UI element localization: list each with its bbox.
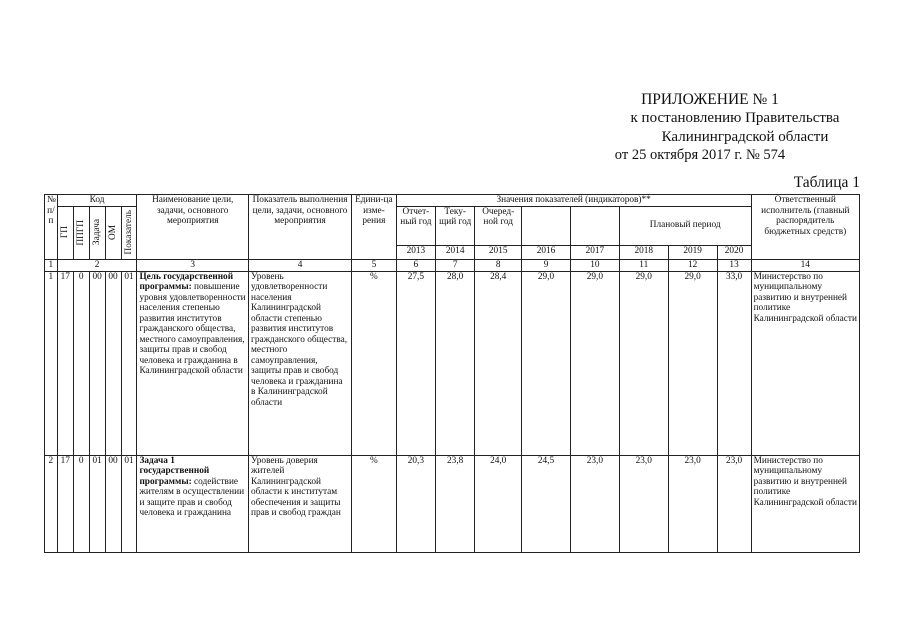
- col-executor: Ответственный исполнитель (главный распорядитель бюджетных средств): [751, 195, 859, 260]
- task-title: Задача 1 государственной программы:: [139, 455, 210, 487]
- appendix-subtitle: к постановлению Правительства: [630, 110, 840, 126]
- col-current-year: Теку-щий год: [436, 206, 475, 245]
- year-cell: 2019: [668, 245, 717, 259]
- indicator-text: Уровень доверия жителей Калининградской области к институтам обеспечения и защиты прав и свобод граждан: [249, 455, 352, 552]
- indicator-text: Уровень удовлетворенности населения Калининградской области степенью развития институтов гражданского общества, местного самоуправления, защиты прав и свобод человека и гражданина в Калининградской области: [249, 271, 352, 455]
- column-numbers-row: 1 2 3 4 5 6 7 8 9 10 11 12 13 14: [45, 259, 860, 271]
- goal-title: Цель государственной программы:: [139, 271, 234, 292]
- table-label: Таблица 1: [793, 174, 860, 191]
- appendix-region: Калининградской области: [661, 129, 829, 145]
- executor-text: Министерство по муниципальному развитию и внутренней политике Калининградской области: [751, 271, 859, 455]
- col-indicator: Показатель выполнения цели, задачи, основного мероприятия: [249, 195, 352, 260]
- year-cell: 2014: [436, 245, 475, 259]
- col-code-task: Задача: [91, 219, 102, 246]
- col-next-year: Очеред-ной год: [475, 206, 522, 245]
- task-text: содействие жителям в осуществлении и защите прав и свобод человека и гражданина: [139, 476, 245, 518]
- col-unit: Едини-ца изме-рения: [352, 195, 397, 260]
- goal-text: повышение уровня удовлетворенности населения степенью развития институтов гражданского общества, местного самоуправления, защиты прав и свобод человека и гражданина в Калининградской области: [139, 282, 246, 376]
- col-code-om: ОМ: [107, 225, 118, 240]
- col-code-ppgp: ППГП: [75, 219, 86, 246]
- col-no: № п/п: [45, 195, 58, 260]
- col-report-year: Отчет-ный год: [396, 206, 435, 245]
- col-plan-period: Плановый период: [619, 206, 751, 245]
- indicators-table: [44, 194, 860, 553]
- col-code: Код: [57, 195, 137, 207]
- executor-text: Министерство по муниципальному развитию и внутренней политике Калининградской области: [751, 455, 859, 552]
- table-row: 1 17 0 00 00 01 Цель государственной программы: повышение уровня удовлетворенности населения степенью развития институтов гражданского общества, местного самоуправления, защиты прав и свобод человека и гражданина в Калининградской области Уровень удовлетворенности населения Калининградской области степенью развития институтов гражданского общества, местного самоуправления, защиты прав и свобод человека и гражданина в Калининградской области % 27,5 28,0 28,4 29,0 29,0 29,0 29,0 33,0 Министерство по муниципальному развитию и внутренней политике Калининградской области: [45, 271, 860, 455]
- year-cell: 2017: [570, 245, 619, 259]
- appendix-title: ПРИЛОЖЕНИЕ № 1: [641, 91, 779, 108]
- appendix-date: от 25 октября 2017 г. № 574: [614, 147, 786, 163]
- year-cell: 2018: [619, 245, 668, 259]
- col-values: Значения показателей (индикаторов)**: [396, 195, 751, 207]
- year-cell: 2013: [396, 245, 435, 259]
- col-name: Наименование цели, задачи, основного мероприятия: [137, 195, 249, 260]
- table-row: 2 17 0 01 00 01 Задача 1 государственной программы: содействие жителям в осуществлении и защите прав и свобод человека и гражданина Уровень доверия жителей Калининградской области к институтам обеспечения и защиты прав и свобод граждан % 20,3 23,8 24,0 24,5 23,0 23,0 23,0 23,0 Министерство по муниципальному развитию и внутренней политике Калининградской области: [45, 455, 860, 552]
- col-code-ind: Показатель: [123, 210, 134, 255]
- year-cell: 2020: [717, 245, 751, 259]
- year-cell: 2015: [475, 245, 522, 259]
- year-cell: 2016: [522, 245, 571, 259]
- col-code-gp: ГП: [59, 226, 70, 239]
